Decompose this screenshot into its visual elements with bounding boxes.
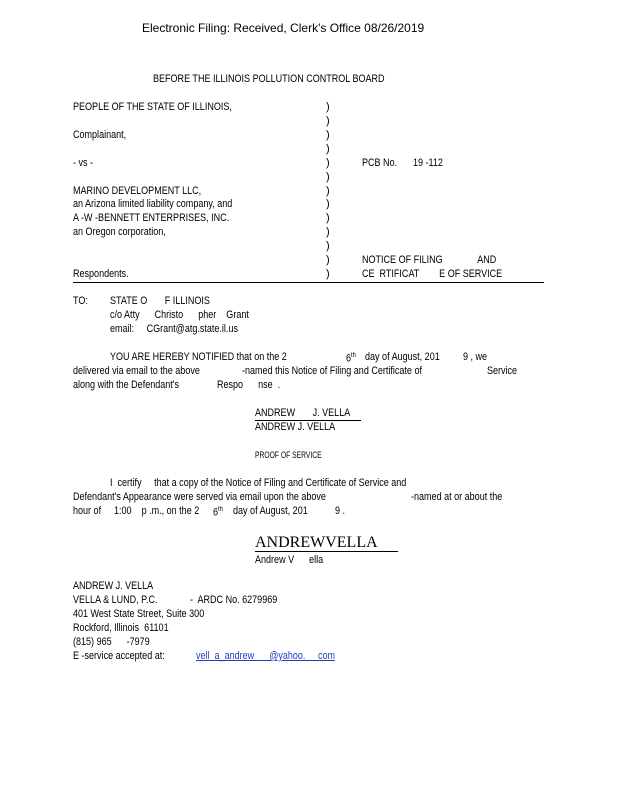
caption-paren: ) [326, 101, 330, 113]
attorney-ardc: - ARDC No. 6279969 [190, 594, 278, 606]
proof-line1: I certify that a copy of the Notice of Filing and Certificate of Service and [110, 477, 407, 489]
eservice-label: E -service accepted at: [73, 650, 165, 662]
notice-line1-year: 9 , we [463, 351, 488, 363]
defendant1-description: an Arizona limited liability company, and [73, 198, 233, 210]
eservice-email-container [196, 651, 335, 662]
proof-line3-day: 6th [213, 506, 223, 519]
caption-paren: ) [326, 240, 330, 252]
eservice-email-link[interactable]: vell a_andrew @yahoo. com [196, 650, 336, 662]
proof-line2-part1: Defendant's Appearance were served via email upon the above [73, 491, 326, 503]
filing-stamp: Electronic Filing: Received, Clerk's Office 08/26/2019 [142, 21, 425, 35]
caption-paren: ) [326, 268, 330, 280]
proof-line3-year: 9 . [335, 505, 346, 517]
proof-line2-part2: -named at or about the [411, 491, 503, 503]
signer2-name: Andrew V ella [255, 554, 324, 566]
case-number-label: PCB No. [362, 157, 398, 169]
caption-paren: ) [326, 198, 330, 210]
recipient-email: email: CGrant@atg.state.il.us [110, 323, 238, 335]
document-title-line2: CE RTIFICAT E OF SERVICE [362, 268, 503, 280]
attorney-phone: (815) 965 -7979 [73, 636, 150, 648]
caption-paren: ) [326, 115, 330, 127]
signature-typed: ANDREW J. VELLA [255, 407, 351, 419]
proof-line3-time: 1:00 p .m., on the 2 [114, 505, 200, 517]
attorney-firm: VELLA & LUND, P.C. [73, 594, 158, 606]
attorney-address1: 401 West State Street, Suite 300 [73, 608, 205, 620]
defendant2-description: an Oregon corporation, [73, 226, 166, 238]
case-number: 19 -112 [413, 157, 443, 169]
complainant-label: Complainant, [73, 129, 127, 141]
caption-paren: ) [326, 157, 330, 169]
signer-name: ANDREW J. VELLA [255, 421, 336, 433]
caption-paren: ) [326, 129, 330, 141]
respondents-label: Respondents. [73, 268, 129, 280]
proof-line3-month: day of August, 201 [233, 505, 308, 517]
notice-line2-part1: delivered via email to the above [73, 365, 200, 377]
signature2-underline [255, 551, 398, 552]
notice-line3-part2: Respo nse . [217, 379, 281, 391]
caption-paren: ) [326, 143, 330, 155]
recipient-line2: c/o Atty Christo pher Grant [110, 309, 249, 321]
plaintiff-name: PEOPLE OF THE STATE OF ILLINOIS, [73, 101, 232, 113]
attorney-name: ANDREW J. VELLA [73, 580, 154, 592]
notice-line1-month: day of August, 201 [365, 351, 440, 363]
caption-paren: ) [326, 212, 330, 224]
caption-paren: ) [326, 226, 330, 238]
caption-paren: ) [326, 254, 330, 266]
caption-paren: ) [326, 171, 330, 183]
proof-of-service-title: PROOF OF SERVICE [255, 450, 322, 460]
electronic-signature: ANDREWVELLA [255, 534, 378, 551]
versus-label: - vs - [73, 157, 94, 169]
notice-line3-part1: along with the Defendant's [73, 379, 180, 391]
caption-underline [73, 282, 544, 283]
court-heading: BEFORE THE ILLINOIS POLLUTION CONTROL BOARD [153, 73, 385, 85]
defendant1-name: MARINO DEVELOPMENT LLC, [73, 185, 202, 197]
caption-paren: ) [326, 185, 330, 197]
notice-line1-part1: YOU ARE HEREBY NOTIFIED that on the 2 [110, 351, 287, 363]
proof-line3-part1: hour of [73, 505, 102, 517]
document-title-line1: NOTICE OF FILING AND [362, 254, 497, 266]
notice-line2-part2: -named this Notice of Filing and Certificate of [242, 365, 422, 377]
defendant2-name: A -W -BENNETT ENTERPRISES, INC. [73, 212, 230, 224]
recipient-line1: STATE O F ILLINOIS [110, 295, 210, 307]
attorney-address2: Rockford, Illinois 61101 [73, 622, 169, 634]
notice-line1-day: 6th [346, 352, 356, 365]
to-label: TO: [73, 295, 88, 307]
notice-line2-part3: Service [487, 365, 518, 377]
